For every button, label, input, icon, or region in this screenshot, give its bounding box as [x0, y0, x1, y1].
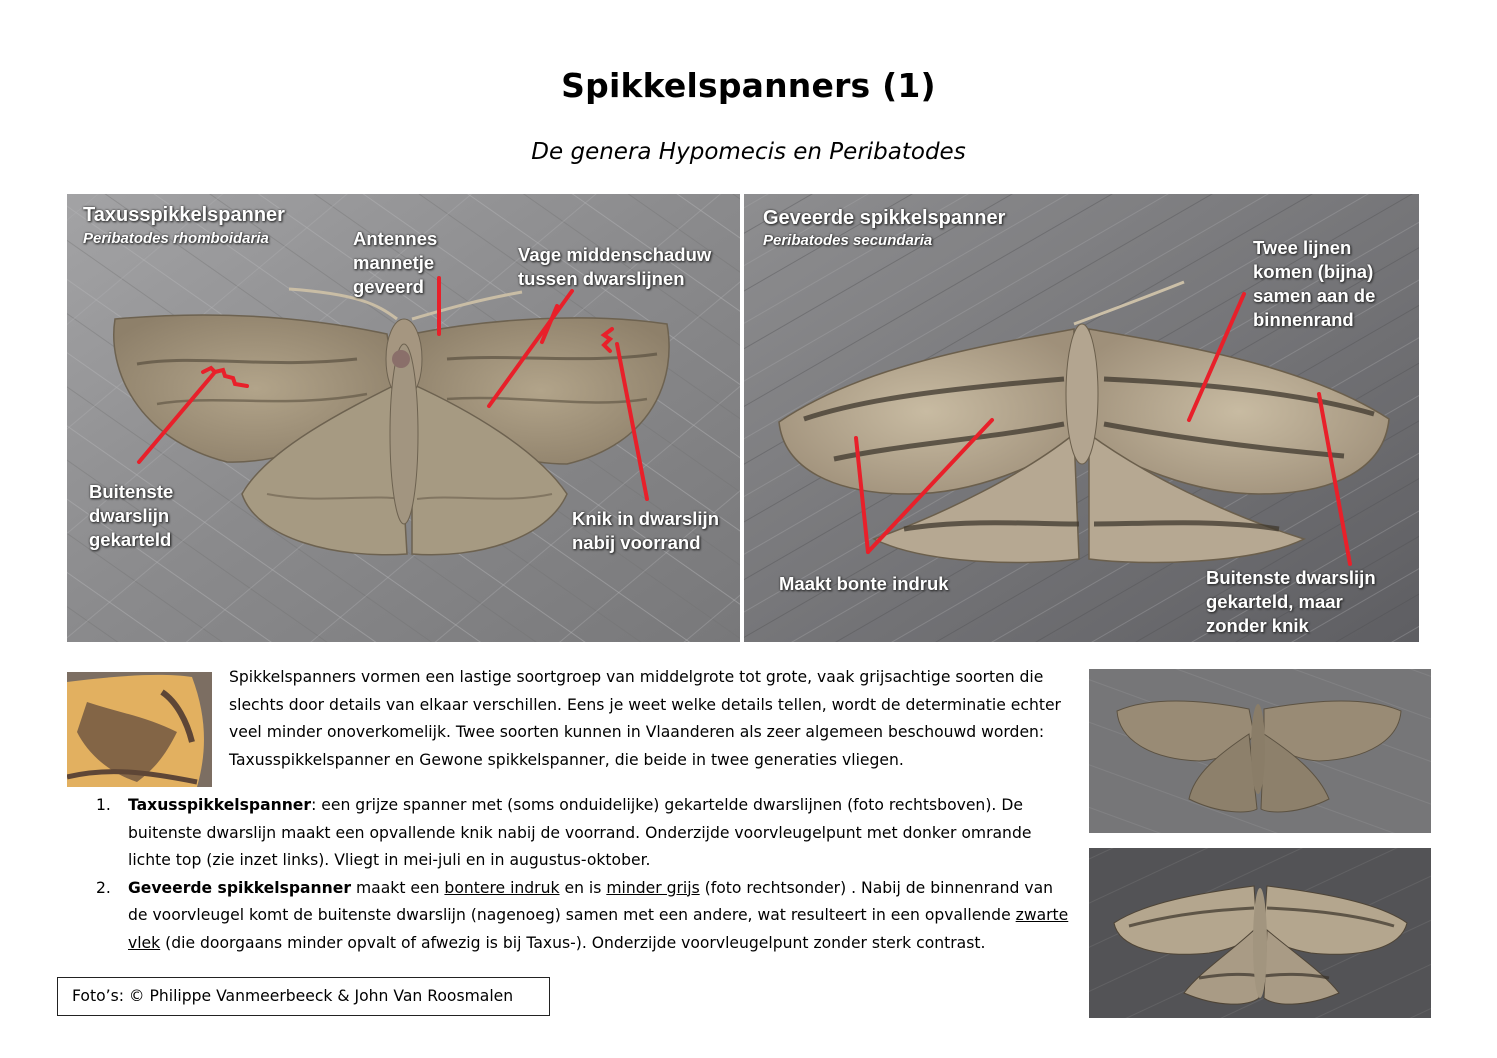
- item-text: : een grijze spanner met (soms onduidelijke) gekartelde dwarslijnen (foto rechtsboven). De buitenste dwarslijn maakt een opvallende knik nabij de voorrand. Onderzijde voorvleugelpunt met donker omrande lichte top (zie inzet links). Vliegt in mei-juli en in augustus-oktober.: [128, 796, 1032, 869]
- emphasis-minder-grijs: minder grijs: [606, 878, 700, 897]
- photo-inset-wing-underside: [67, 672, 212, 787]
- species-list: [96, 792, 1076, 957]
- species-label-right: Geveerde spikkelspanner: [763, 207, 1006, 229]
- emphasis-zwarte-vlek: zwarte vlek: [128, 906, 1069, 952]
- annotation-two-lines: Twee lijnen komen (bijna) samen aan de binnenrand: [1253, 237, 1376, 330]
- annotation-outer-line-left: Buitenste dwarslijn gekarteld: [89, 481, 174, 550]
- photo-taxusspikkelspanner: [67, 194, 740, 642]
- photo-small-geveerde-spikkelspanner: [1089, 848, 1431, 1018]
- annotation-variegated: Maakt bonte indruk: [779, 573, 949, 594]
- list-number: 2.: [96, 878, 111, 897]
- list-item: [96, 792, 1076, 875]
- species-name: Geveerde spikkelspanner: [128, 878, 352, 897]
- scientific-name-left: Peribatodes rhomboidaria: [83, 230, 269, 247]
- species-label-left: Taxusspikkelspanner: [83, 204, 285, 226]
- photo-credit: Foto’s: © Philippe Vanmeerbeeck & John Van Roosmalen: [57, 977, 550, 1016]
- photo-geveerde-spikkelspanner: [744, 194, 1419, 642]
- scientific-name-right: Peribatodes secundaria: [763, 232, 933, 249]
- emphasis-bonte-indruk: bontere indruk: [444, 878, 560, 897]
- list-item: 2. Geveerde spikkelspanner maakt een bontere indruk en is minder grijs (foto rechtsonder) . Nabij de binnenrand van de voorvleugel komt de buitenste dwarslijn (nagenoeg) samen met een andere, wat resulteert in een opvallende zwarte vlek (die doorgaans minder opvalt of afwezig is bij Taxus-). Onderzijde voorvleugelpunt zonder sterk contrast.: [96, 875, 1076, 958]
- annotation-middle-shadow: Vage middenschaduw tussen dwarslijnen: [518, 244, 712, 289]
- annotation-antennae: Antennes mannetje geveerd: [353, 228, 438, 297]
- annotation-outer-line-right: Buitenste dwarslijn gekarteld, maar zonder knik: [1206, 567, 1376, 636]
- page-subtitle: De genera Hypomecis en Peribatodes: [531, 139, 966, 165]
- photo-small-taxusspikkelspanner: [1089, 669, 1431, 833]
- intro-paragraph: Spikkelspanners vormen een lastige soortgroep van middelgrote tot grote, vaak grijsachtige soorten die slechts door details van elkaar verschillen. Eens je weet welke details tellen, wordt de determinatie echter veel minder onoverkomelijk. Twee soorten kunnen in Vlaanderen als zeer algemeen beschouwd worden: Taxusspikkelspanner en Gewone spikkelspanner, die beide in twee generaties vliegen.: [229, 668, 1061, 769]
- page-title: Spikkelspanners (1): [561, 66, 936, 105]
- annotation-kink: Knik in dwarslijn nabij voorrand: [572, 508, 719, 553]
- species-name: Taxusspikkelspanner: [128, 796, 312, 814]
- list-number: 1.: [96, 796, 111, 814]
